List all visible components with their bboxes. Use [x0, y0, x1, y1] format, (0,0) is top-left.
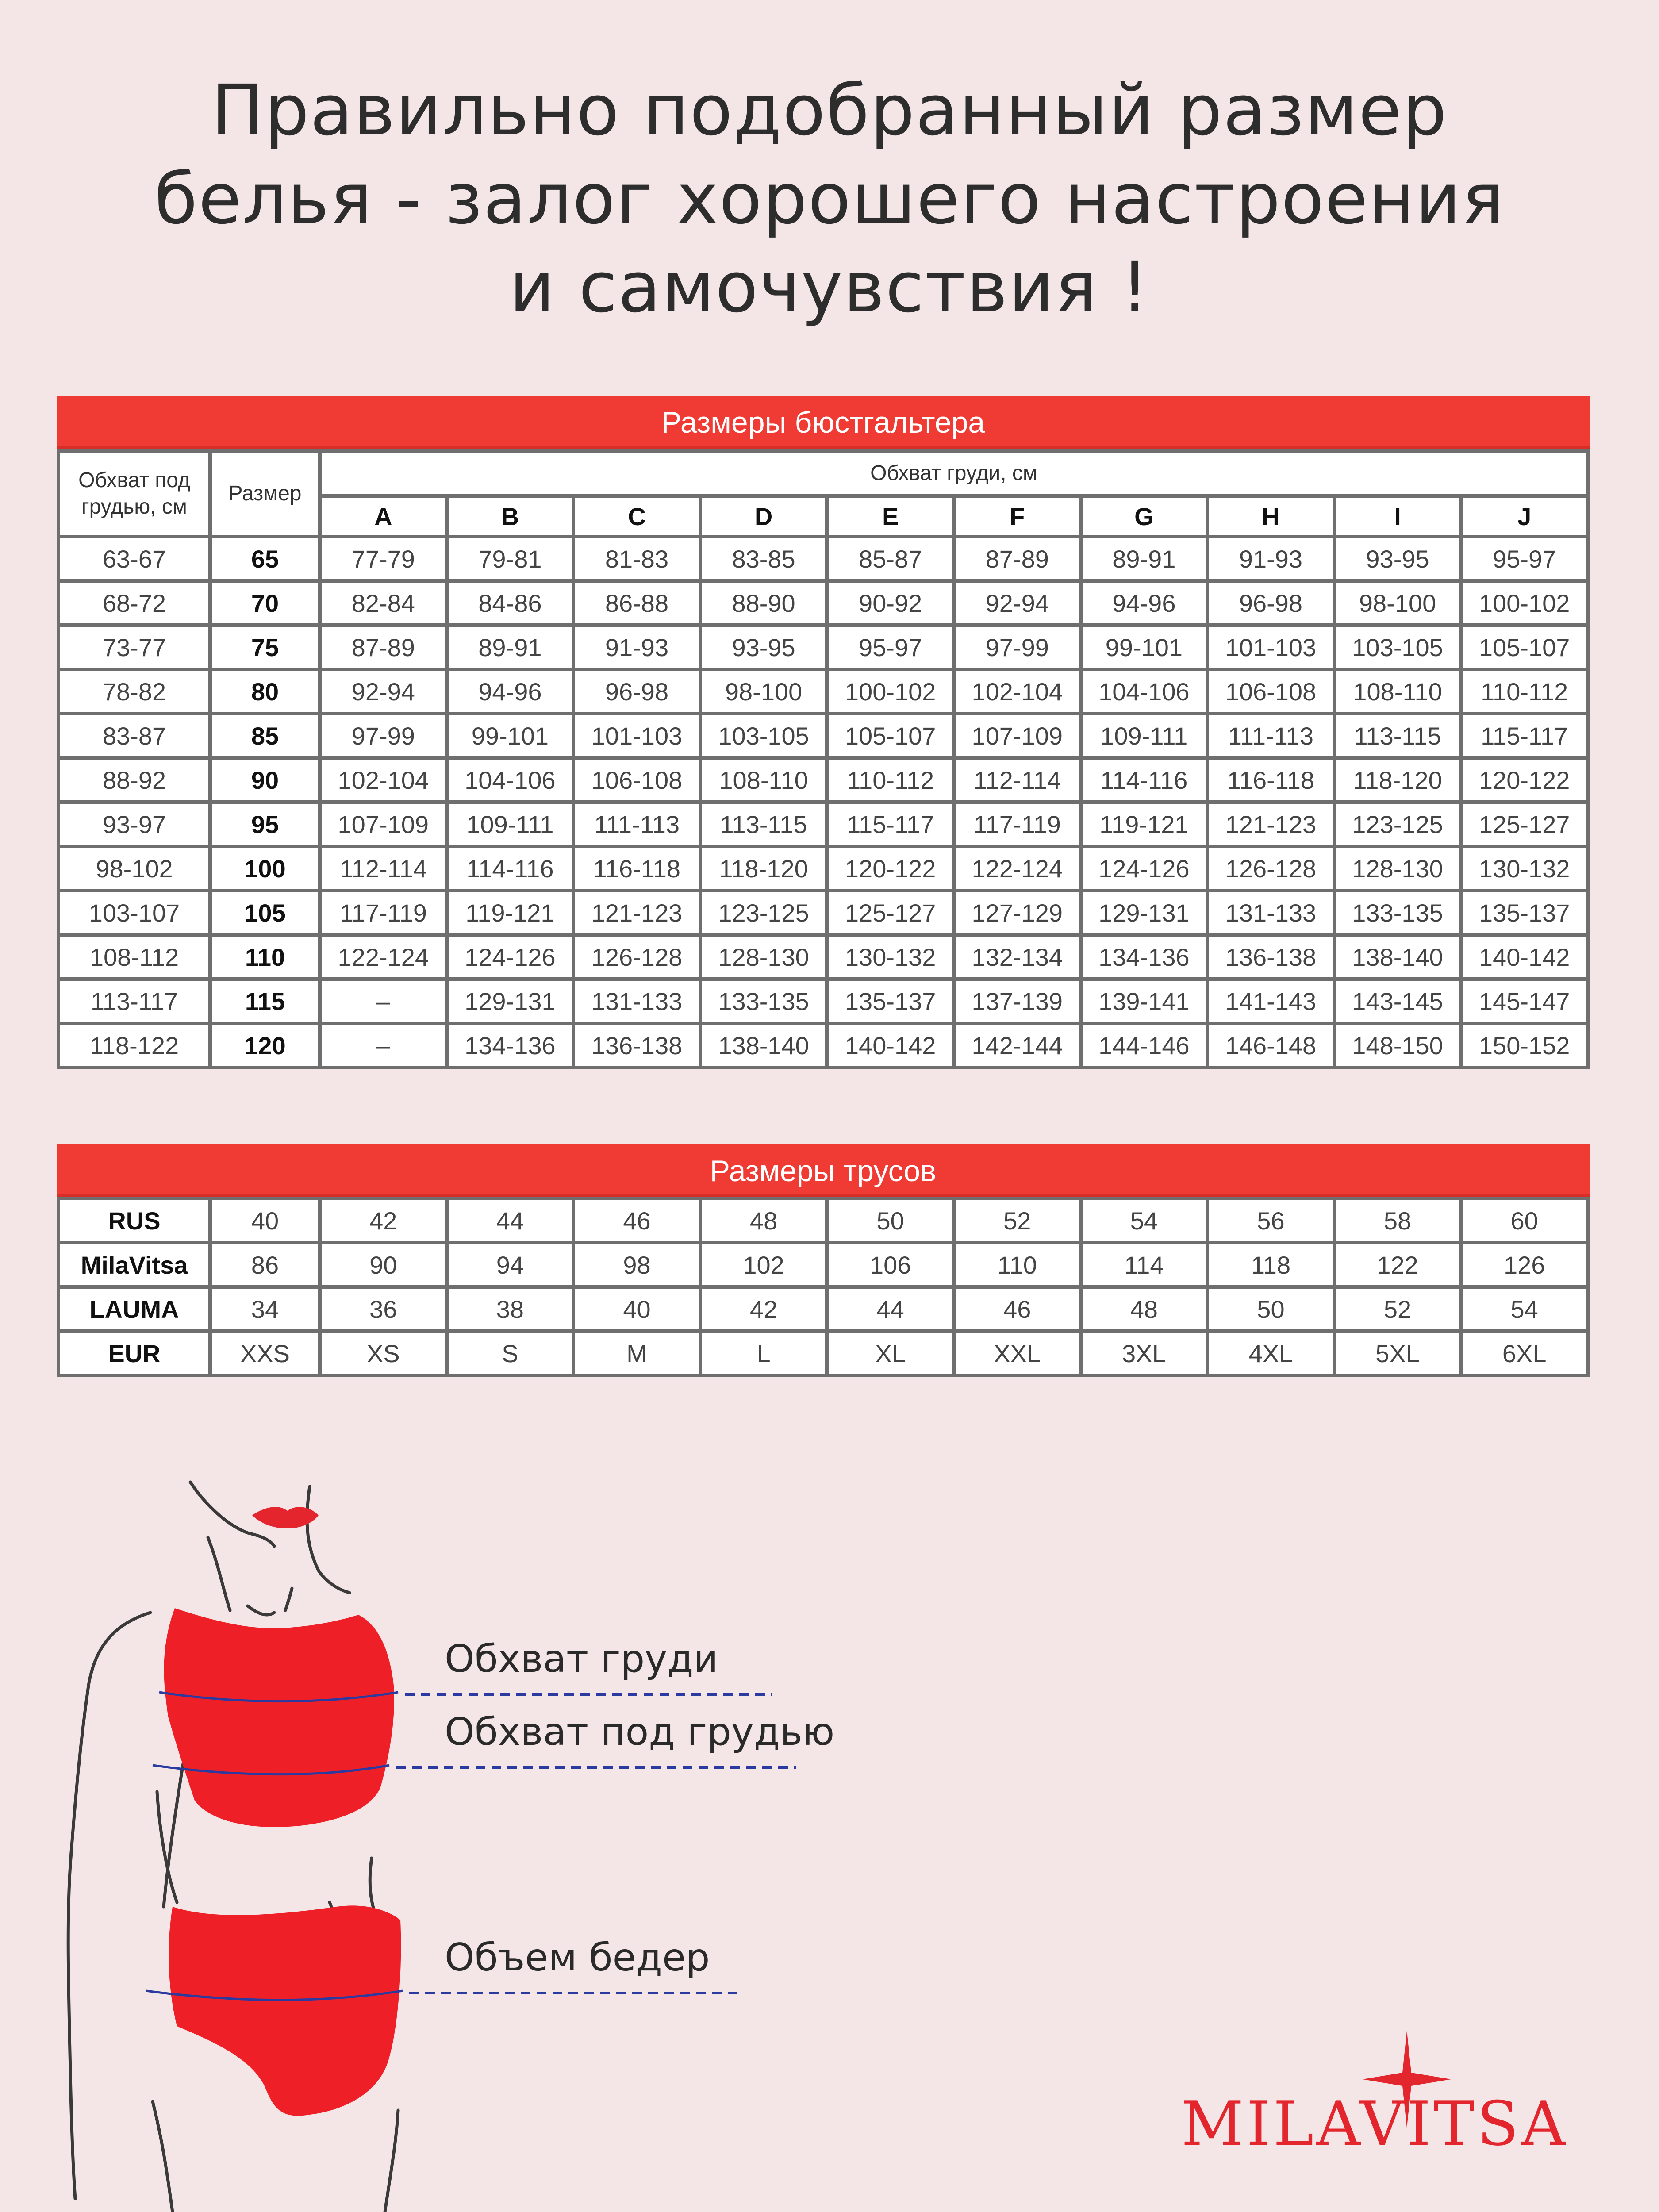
bust-range-cell: 123-125: [702, 892, 826, 933]
size-cell: 80: [212, 671, 318, 712]
bust-range-cell: 119-121: [1083, 804, 1206, 845]
bust-range-cell: 131-133: [1209, 892, 1333, 933]
neck-left: [208, 1537, 230, 1610]
panties-size-cell: 5XL: [1336, 1333, 1459, 1374]
panties-table-row: [60, 1333, 1586, 1374]
bust-range-cell: 114-116: [449, 848, 572, 889]
size-cell: 95: [212, 804, 318, 845]
bust-range-cell: 100-102: [829, 671, 952, 712]
bust-range-cell: 99-101: [449, 715, 572, 756]
bust-range-cell: 144-146: [1083, 1025, 1206, 1066]
bust-range-cell: 133-135: [702, 981, 826, 1022]
size-cell: 85: [212, 715, 318, 756]
bust-range-cell: 104-106: [1083, 671, 1206, 712]
panties-size-cell: 44: [449, 1200, 572, 1241]
panties-size-cell: 56: [1209, 1200, 1333, 1241]
bra-table-row: [60, 538, 1586, 579]
bust-range-cell: 92-94: [322, 671, 445, 712]
panties-size-cell: 46: [575, 1200, 699, 1241]
underbust-cell: 68-72: [60, 583, 208, 623]
bust-range-cell: 145-147: [1463, 981, 1586, 1022]
headline: [0, 66, 1659, 332]
header-bust: Обхват груди, см: [322, 453, 1586, 494]
bust-range-cell: 105-107: [1463, 627, 1586, 668]
label-hips: Объем бедер: [445, 1936, 710, 1980]
bra-grid: [57, 449, 1590, 1069]
bust-range-cell: 133-135: [1336, 892, 1459, 933]
cup-header: A: [322, 498, 445, 535]
collarbone: [248, 1606, 274, 1615]
bra-table-row: [60, 760, 1586, 800]
panties-size-cell: 50: [829, 1200, 952, 1241]
bust-range-cell: 124-126: [1083, 848, 1206, 889]
panties-size-cell: 54: [1083, 1200, 1206, 1241]
panties-size-cell: 106: [829, 1244, 952, 1285]
bust-range-cell: 129-131: [449, 981, 572, 1022]
bust-range-cell: 139-141: [1083, 981, 1206, 1022]
panties-size-cell: 3XL: [1083, 1333, 1206, 1374]
panties-size-cell: 90: [322, 1244, 445, 1285]
size-cell: 75: [212, 627, 318, 668]
bust-range-cell: 98-100: [702, 671, 826, 712]
bra-table-row: [60, 981, 1586, 1022]
underbust-cell: 103-107: [60, 892, 208, 933]
bust-range-cell: 142-144: [956, 1025, 1079, 1066]
bust-range-cell: 146-148: [1209, 1025, 1333, 1066]
cup-header: C: [575, 498, 699, 535]
bust-range-cell: 92-94: [956, 583, 1079, 623]
size-cell: 90: [212, 760, 318, 800]
bust-range-cell: 110-112: [1463, 671, 1586, 712]
bust-range-cell: 126-128: [1209, 848, 1333, 889]
panties-size-cell: 110: [956, 1244, 1079, 1285]
panties-size-cell: 34: [212, 1289, 318, 1329]
bra-table-row: [60, 804, 1586, 845]
bust-range-cell: –: [322, 1025, 445, 1066]
label-bust: Обхват груди: [445, 1637, 718, 1681]
size-cell: 115: [212, 981, 318, 1022]
panties-size-cell: 98: [575, 1244, 699, 1285]
bust-range-cell: 113-115: [1336, 715, 1459, 756]
neck-right: [307, 1486, 349, 1593]
bust-range-cell: 121-123: [1209, 804, 1333, 845]
bust-range-cell: 104-106: [449, 760, 572, 800]
bra-table-row: [60, 848, 1586, 889]
cup-header: I: [1336, 498, 1459, 535]
bust-range-cell: 102-104: [322, 760, 445, 800]
panties-size-cell: 42: [322, 1200, 445, 1241]
bust-range-cell: 130-132: [829, 937, 952, 977]
underbust-cell: 88-92: [60, 760, 208, 800]
panties-size-cell: 46: [956, 1289, 1079, 1329]
bust-range-cell: 112-114: [956, 760, 1079, 800]
bust-range-cell: 134-136: [1083, 937, 1206, 977]
bust-range-cell: 117-119: [322, 892, 445, 933]
panties-size-cell: 40: [212, 1200, 318, 1241]
cup-header: H: [1209, 498, 1333, 535]
bust-range-cell: 118-120: [1336, 760, 1459, 800]
bust-range-cell: 109-111: [449, 804, 572, 845]
underbust-cell: 93-97: [60, 804, 208, 845]
panties-size-cell: 86: [212, 1244, 318, 1285]
bra-table-row: [60, 715, 1586, 756]
bust-range-cell: 118-120: [702, 848, 826, 889]
bust-range-cell: 94-96: [449, 671, 572, 712]
bust-range-cell: 114-116: [1083, 760, 1206, 800]
size-cell: 110: [212, 937, 318, 977]
bust-range-cell: 134-136: [449, 1025, 572, 1066]
underbust-cell: 63-67: [60, 538, 208, 579]
bust-range-cell: 137-139: [956, 981, 1079, 1022]
bust-range-cell: 124-126: [449, 937, 572, 977]
bust-range-cell: 122-124: [956, 848, 1079, 889]
bra-table-row: [60, 583, 1586, 623]
bust-range-cell: 81-83: [575, 538, 699, 579]
bust-range-cell: 125-127: [1463, 804, 1586, 845]
panties-size-cell: 114: [1083, 1244, 1206, 1285]
bust-range-cell: 79-81: [449, 538, 572, 579]
panties-table-title: Размеры трусов: [57, 1144, 1590, 1197]
panties-size-cell: 58: [1336, 1200, 1459, 1241]
bust-range-cell: 95-97: [829, 627, 952, 668]
bust-range-cell: 98-100: [1336, 583, 1459, 623]
panties-size-cell: 126: [1463, 1244, 1586, 1285]
bust-range-cell: 101-103: [1209, 627, 1333, 668]
underbust-cell: 78-82: [60, 671, 208, 712]
bust-range-cell: 119-121: [449, 892, 572, 933]
bust-range-cell: 129-131: [1083, 892, 1206, 933]
panties-size-cell: XL: [829, 1333, 952, 1374]
size-cell: 70: [212, 583, 318, 623]
bust-range-cell: 107-109: [956, 715, 1079, 756]
bust-range-cell: 103-105: [702, 715, 826, 756]
panties-size-cell: 60: [1463, 1200, 1586, 1241]
bust-range-cell: 140-142: [829, 1025, 952, 1066]
bust-range-cell: 127-129: [956, 892, 1079, 933]
panties-size-cell: XXS: [212, 1333, 318, 1374]
bust-range-cell: 135-137: [829, 981, 952, 1022]
bust-range-cell: 117-119: [956, 804, 1079, 845]
bust-range-cell: 110-112: [829, 760, 952, 800]
panties-size-table: [57, 1144, 1590, 1377]
panties-size-cell: 6XL: [1463, 1333, 1586, 1374]
bust-range-cell: 128-130: [1336, 848, 1459, 889]
leg-left: [153, 2101, 173, 2212]
leg-right: [385, 2110, 398, 2212]
panties-size-cell: 94: [449, 1244, 572, 1285]
bust-range-cell: 126-128: [575, 937, 699, 977]
bust-range-cell: 120-122: [829, 848, 952, 889]
bust-range-cell: 120-122: [1463, 760, 1586, 800]
bust-range-cell: 102-104: [956, 671, 1079, 712]
bust-range-cell: 91-93: [575, 627, 699, 668]
panties-size-cell: 38: [449, 1289, 572, 1329]
headline-line-3: и самочувствия !: [509, 247, 1150, 328]
bra-top-garment: [164, 1608, 394, 1827]
header-size: Размер: [212, 453, 318, 535]
bust-range-cell: 125-127: [829, 892, 952, 933]
bra-table-row: [60, 1025, 1586, 1066]
bust-range-cell: 77-79: [322, 538, 445, 579]
panties-size-cell: XXL: [956, 1333, 1079, 1374]
bra-table-row: [60, 892, 1586, 933]
panties-size-cell: 54: [1463, 1289, 1586, 1329]
underbust-cell: 118-122: [60, 1025, 208, 1066]
arm-inner: [164, 1747, 186, 1907]
bust-range-cell: 90-92: [829, 583, 952, 623]
bust-range-cell: 148-150: [1336, 1025, 1459, 1066]
bust-range-cell: 107-109: [322, 804, 445, 845]
headline-line-1: Правильно подобранный размер: [211, 70, 1448, 151]
panties-size-cell: 42: [702, 1289, 826, 1329]
bust-range-cell: 131-133: [575, 981, 699, 1022]
panties-size-cell: 44: [829, 1289, 952, 1329]
bust-range-cell: 89-91: [1083, 538, 1206, 579]
panties-garment: [169, 1905, 401, 2116]
size-system-label: RUS: [60, 1200, 208, 1241]
bust-range-cell: 96-98: [1209, 583, 1333, 623]
size-system-label: EUR: [60, 1333, 208, 1374]
cup-header: D: [702, 498, 826, 535]
bust-range-cell: 89-91: [449, 627, 572, 668]
panties-size-cell: 52: [1336, 1289, 1459, 1329]
bust-range-cell: 143-145: [1336, 981, 1459, 1022]
bust-range-cell: 93-95: [1336, 538, 1459, 579]
bust-range-cell: 135-137: [1463, 892, 1586, 933]
bust-range-cell: 84-86: [449, 583, 572, 623]
panties-size-cell: 36: [322, 1289, 445, 1329]
bust-range-cell: 95-97: [1463, 538, 1586, 579]
bust-range-cell: 108-110: [702, 760, 826, 800]
bust-range-cell: 115-117: [1463, 715, 1586, 756]
bust-range-cell: 140-142: [1463, 937, 1586, 977]
bust-range-cell: 109-111: [1083, 715, 1206, 756]
bust-range-cell: 83-85: [702, 538, 826, 579]
panties-size-cell: XS: [322, 1333, 445, 1374]
cup-header: E: [829, 498, 952, 535]
bust-range-cell: 85-87: [829, 538, 952, 579]
bust-range-cell: 138-140: [702, 1025, 826, 1066]
size-cell: 105: [212, 892, 318, 933]
size-cell: 120: [212, 1025, 318, 1066]
bust-range-cell: 82-84: [322, 583, 445, 623]
bust-range-cell: 130-132: [1463, 848, 1586, 889]
underbust-cell: 113-117: [60, 981, 208, 1022]
bust-range-cell: 111-113: [1209, 715, 1333, 756]
panties-size-cell: 48: [1083, 1289, 1206, 1329]
bust-range-cell: 111-113: [575, 804, 699, 845]
bra-table-title: Размеры бюстгальтера: [57, 396, 1590, 449]
panties-size-cell: 40: [575, 1289, 699, 1329]
bust-range-cell: 138-140: [1336, 937, 1459, 977]
underbust-cell: 83-87: [60, 715, 208, 756]
bust-range-cell: 106-108: [575, 760, 699, 800]
bust-range-cell: 86-88: [575, 583, 699, 623]
bra-table-row: [60, 671, 1586, 712]
size-cell: 100: [212, 848, 318, 889]
bust-range-cell: 112-114: [322, 848, 445, 889]
bra-size-table: [57, 396, 1590, 1069]
bust-range-cell: 150-152: [1463, 1025, 1586, 1066]
bust-range-cell: –: [322, 981, 445, 1022]
panties-size-cell: 48: [702, 1200, 826, 1241]
underbust-cell: 73-77: [60, 627, 208, 668]
bust-range-cell: 101-103: [575, 715, 699, 756]
headline-line-2: белья - залог хорошего настроения: [154, 158, 1505, 240]
bust-range-cell: 122-124: [322, 937, 445, 977]
bust-range-cell: 96-98: [575, 671, 699, 712]
bust-range-cell: 108-110: [1336, 671, 1459, 712]
panties-size-cell: S: [449, 1333, 572, 1374]
underbust-cell: 98-102: [60, 848, 208, 889]
label-underbust: Обхват под грудью: [445, 1710, 835, 1754]
milavitsa-logo: MILAVITSA: [1181, 2088, 1568, 2159]
bra-table-row: [60, 937, 1586, 977]
cup-header: G: [1083, 498, 1206, 535]
bust-range-cell: 132-134: [956, 937, 1079, 977]
arm-outline: [68, 1613, 150, 2199]
bust-range-cell: 123-125: [1336, 804, 1459, 845]
panties-size-cell: 50: [1209, 1289, 1333, 1329]
panties-size-cell: 118: [1209, 1244, 1333, 1285]
bust-range-cell: 106-108: [1209, 671, 1333, 712]
bust-range-cell: 113-115: [702, 804, 826, 845]
bust-range-cell: 100-102: [1463, 583, 1586, 623]
bust-range-cell: 87-89: [956, 538, 1079, 579]
panties-table-row: [60, 1244, 1586, 1285]
panties-table-row: [60, 1200, 1586, 1241]
panties-size-cell: 52: [956, 1200, 1079, 1241]
bust-range-cell: 136-138: [1209, 937, 1333, 977]
collarbone-2: [285, 1588, 292, 1610]
bust-range-cell: 93-95: [702, 627, 826, 668]
bust-range-cell: 136-138: [575, 1025, 699, 1066]
size-system-label: MilaVitsa: [60, 1244, 208, 1285]
header-underbust: Обхват под грудью, см: [60, 453, 208, 535]
size-system-label: LAUMA: [60, 1289, 208, 1329]
body-figure-illustration: [0, 1438, 796, 2212]
bust-range-cell: 105-107: [829, 715, 952, 756]
cup-header: F: [956, 498, 1079, 535]
bust-range-cell: 103-105: [1336, 627, 1459, 668]
underbust-cell: 108-112: [60, 937, 208, 977]
bust-range-cell: 121-123: [575, 892, 699, 933]
bust-range-cell: 116-118: [575, 848, 699, 889]
bust-range-cell: 87-89: [322, 627, 445, 668]
panties-table-row: [60, 1289, 1586, 1329]
cup-header: J: [1463, 498, 1586, 535]
panties-size-cell: M: [575, 1333, 699, 1374]
bust-range-cell: 91-93: [1209, 538, 1333, 579]
cup-header: B: [449, 498, 572, 535]
bust-range-cell: 97-99: [956, 627, 1079, 668]
bust-range-cell: 115-117: [829, 804, 952, 845]
bust-range-cell: 128-130: [702, 937, 826, 977]
bust-range-cell: 88-90: [702, 583, 826, 623]
bra-table-row: [60, 627, 1586, 668]
bust-range-cell: 141-143: [1209, 981, 1333, 1022]
panties-grid: [57, 1197, 1590, 1377]
bust-range-cell: 97-99: [322, 715, 445, 756]
panties-size-cell: 4XL: [1209, 1333, 1333, 1374]
panties-size-cell: 122: [1336, 1244, 1459, 1285]
panties-size-cell: 102: [702, 1244, 826, 1285]
bust-range-cell: 99-101: [1083, 627, 1206, 668]
panties-size-cell: L: [702, 1333, 826, 1374]
bust-range-cell: 116-118: [1209, 760, 1333, 800]
bust-range-cell: 94-96: [1083, 583, 1206, 623]
size-cell: 65: [212, 538, 318, 579]
